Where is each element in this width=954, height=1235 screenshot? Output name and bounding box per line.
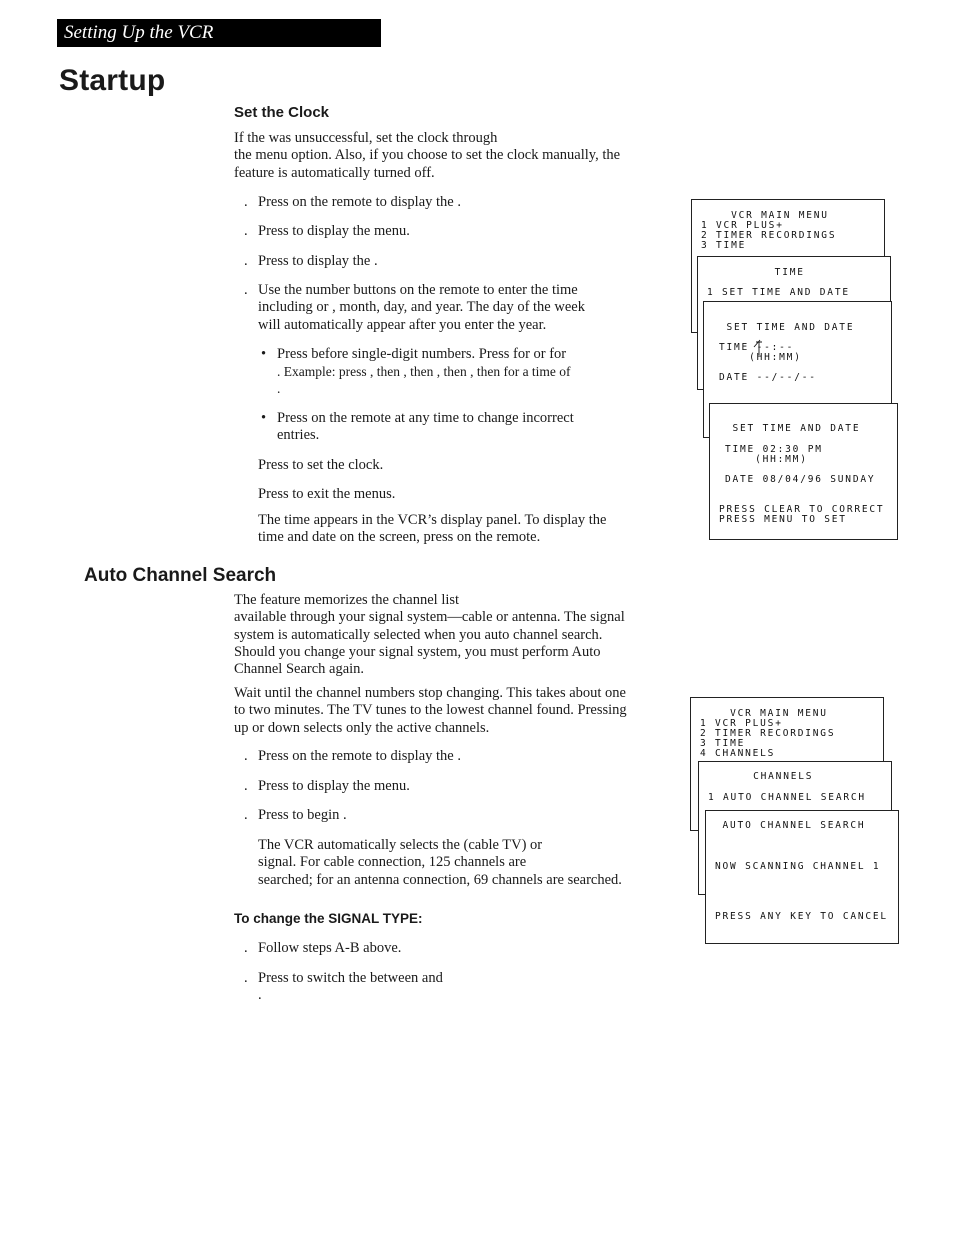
clock-bullet-1 bbox=[277, 346, 571, 397]
auto-intro-line: available through your signal system—cable or antenna. The signal bbox=[234, 609, 625, 626]
auto-intro-line: Channel Search again. bbox=[234, 661, 365, 678]
auto-step-marker: . bbox=[244, 778, 248, 794]
signal-step-b-line: . bbox=[258, 987, 262, 1004]
screen-auto-channel-search bbox=[705, 810, 899, 944]
screen-line: PRESS CLEAR TO CORRECT bbox=[719, 504, 885, 515]
screen-line: 1 VCR PLUS+ bbox=[701, 220, 784, 231]
screen-set-time-filled bbox=[709, 403, 898, 540]
clock-step-b: Press to display the menu. bbox=[258, 223, 410, 239]
signal-step-b bbox=[258, 970, 443, 1005]
auto-step-marker: . bbox=[244, 807, 248, 823]
screen-line: 4 CHANNELS bbox=[700, 748, 776, 759]
auto-channel-heading: Auto Channel Search bbox=[84, 565, 277, 586]
screen-line: VCR MAIN MENU bbox=[700, 708, 828, 719]
signal-step-marker: . bbox=[244, 940, 248, 956]
screen-line: 1 VCR PLUS+ bbox=[700, 718, 783, 729]
auto-intro-line: The feature memorizes the channel list bbox=[234, 592, 460, 608]
section-banner: Setting Up the VCR bbox=[57, 19, 381, 47]
screen-line: TIME bbox=[707, 267, 805, 278]
signal-step-a: Follow steps A-B above. bbox=[258, 940, 402, 956]
screen-line: 3 TIME bbox=[701, 240, 747, 251]
clock-intro-line: feature is automatically turned off. bbox=[234, 164, 435, 181]
clock-step-marker: . bbox=[244, 282, 248, 298]
screen-line: 3 TIME bbox=[700, 738, 746, 749]
clock-intro bbox=[234, 130, 620, 182]
bullet-marker: • bbox=[261, 410, 267, 426]
screen-line: NOW SCANNING CHANNEL 1 bbox=[715, 861, 881, 872]
clock-step-d-line: will automatically appear after you enter the year. bbox=[258, 316, 547, 333]
screen-line: TIME 02:30 PM bbox=[725, 444, 823, 455]
screen-line: CHANNELS bbox=[708, 771, 814, 782]
clock-step-c: Press to display the . bbox=[258, 253, 378, 269]
bullet-line: Press before single-digit numbers. Press for or for bbox=[277, 346, 567, 362]
screen-line: PRESS ANY KEY TO CANCEL bbox=[715, 911, 888, 922]
auto-wait-line: up or down selects only the active channels. bbox=[234, 719, 490, 736]
auto-step-marker: . bbox=[244, 748, 248, 764]
bullet-line: Press on the remote at any time to change incorrect bbox=[277, 410, 574, 426]
screen-line: PRESS MENU TO SET bbox=[719, 514, 847, 525]
clock-step-d-line: Use the number buttons on the remote to enter the time bbox=[258, 282, 578, 298]
clock-step-marker: . bbox=[244, 253, 248, 269]
auto-wait-line: to two minutes. The TV tunes to the lowest channel found. Pressing bbox=[234, 702, 627, 719]
screen-line: 2 TIMER RECORDINGS bbox=[700, 728, 836, 739]
signal-type-heading: To change the SIGNAL TYPE: bbox=[234, 911, 423, 926]
auto-wait bbox=[234, 685, 627, 737]
clock-follow-set: Press to set the clock. bbox=[258, 457, 384, 473]
bullet-line: entries. bbox=[277, 427, 320, 444]
screen-line: (HH:MM) bbox=[725, 454, 808, 465]
auto-wait-line: Wait until the channel numbers stop changing. This takes about one bbox=[234, 685, 626, 701]
clock-follow-display bbox=[258, 512, 606, 547]
bullet-line: . bbox=[277, 381, 281, 397]
clock-intro-line: the menu option. Also, if you choose to set the clock manually, the bbox=[234, 147, 621, 164]
auto-intro-line: Should you change your signal system, you must perform Auto bbox=[234, 643, 601, 660]
clock-step-marker: . bbox=[244, 223, 248, 239]
bullet-marker: • bbox=[261, 346, 267, 362]
clock-follow-exit: Press to exit the menus. bbox=[258, 486, 396, 502]
screen-line: DATE --/--/-- bbox=[719, 372, 817, 383]
screen-line: 2 TIMER RECORDINGS bbox=[701, 230, 837, 241]
page-title: Startup bbox=[59, 64, 166, 97]
clock-step-d-line: including or , month, day, and year. The day of the week bbox=[258, 299, 585, 316]
clock-step-marker: . bbox=[244, 194, 248, 210]
clock-step-a: Press on the remote to display the . bbox=[258, 194, 461, 210]
signal-step-b-line: Press to switch the between and bbox=[258, 970, 443, 986]
screen-line: DATE 08/04/96 SUNDAY bbox=[725, 474, 876, 485]
signal-step-marker: . bbox=[244, 970, 248, 986]
auto-note bbox=[258, 837, 622, 889]
screen-line: VCR MAIN MENU bbox=[701, 210, 829, 221]
screen-line: SET TIME AND DATE bbox=[719, 322, 855, 333]
screen-line: TIME --:-- bbox=[719, 342, 795, 353]
cursor-mark-icon bbox=[750, 338, 770, 358]
bullet-line: . Example: press , then , then , then , then for a time of bbox=[277, 364, 571, 380]
screen-line: SET TIME AND DATE bbox=[725, 423, 861, 434]
auto-note-line: signal. For cable connection, 125 channels are bbox=[258, 854, 527, 871]
auto-step-a: Press on the remote to display the . bbox=[258, 748, 461, 764]
clock-intro-line: If the was unsuccessful, set the clock through bbox=[234, 130, 498, 146]
auto-note-line: The VCR automatically selects the (cable TV) or bbox=[258, 837, 543, 853]
follow-line: The time appears in the VCR’s display panel. To display the bbox=[258, 512, 607, 528]
auto-note-line: searched; for an antenna connection, 69 channels are searched. bbox=[258, 871, 622, 888]
clock-step-d bbox=[258, 282, 585, 334]
screen-line: AUTO CHANNEL SEARCH bbox=[715, 820, 866, 831]
auto-intro-line: system is automatically selected when you auto channel search. bbox=[234, 626, 603, 643]
screen-line: 1 SET TIME AND DATE bbox=[707, 287, 850, 298]
screen-line: 1 AUTO CHANNEL SEARCH bbox=[708, 792, 866, 803]
clock-bullet-2 bbox=[277, 410, 574, 445]
auto-step-b: Press to display the menu. bbox=[258, 778, 410, 794]
auto-intro bbox=[234, 592, 625, 678]
follow-line: time and date on the screen, press on the remote. bbox=[258, 529, 541, 546]
set-clock-heading: Set the Clock bbox=[234, 104, 330, 121]
auto-step-c: Press to begin . bbox=[258, 807, 347, 823]
screen-line: (HH:MM) bbox=[719, 352, 802, 363]
